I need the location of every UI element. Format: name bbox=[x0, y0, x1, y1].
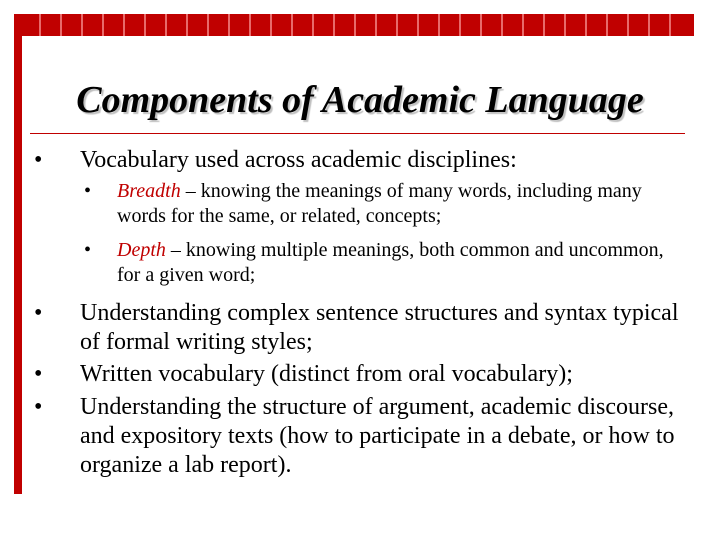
bullet-text: Written vocabulary (distinct from oral vocabulary); bbox=[80, 361, 573, 387]
right-decorative-bar bbox=[688, 14, 694, 36]
sub-bullet-breadth bbox=[84, 179, 677, 229]
bullet-dot: • bbox=[34, 300, 43, 326]
sub-bullet-dot: • bbox=[84, 239, 92, 261]
depth-text: – knowing multiple meanings, both common and uncommon, for a given word; bbox=[117, 239, 664, 286]
bullet-dot: • bbox=[34, 361, 43, 387]
breadth-term: Breadth bbox=[117, 180, 181, 202]
bullet-vocabulary bbox=[34, 146, 690, 175]
sub-bullet-depth bbox=[84, 238, 677, 288]
bullet-text: Understanding the structure of argument, academic discourse, and expository texts (how to participate in a debate, or how to organize a lab report). bbox=[80, 394, 675, 478]
title-divider bbox=[30, 133, 685, 134]
slide-title: Components of Academic Language bbox=[76, 79, 644, 121]
bullet-text: Understanding complex sentence structures and syntax typical of formal writing styles; bbox=[80, 300, 679, 355]
sub-bullet-dot: • bbox=[84, 180, 92, 202]
bullet-dot: • bbox=[34, 147, 43, 173]
bullet-argument-structure bbox=[34, 393, 690, 480]
breadth-text: – knowing the meanings of many words, including many words for the same, or related, concepts; bbox=[117, 180, 642, 227]
top-decorative-bar bbox=[20, 14, 690, 36]
bullet-text: Vocabulary used across academic disciplines: bbox=[80, 147, 517, 173]
bullet-dot: • bbox=[34, 394, 43, 420]
bullet-written-vocabulary bbox=[34, 360, 690, 389]
bullet-sentence-structures bbox=[34, 299, 690, 357]
depth-term: Depth bbox=[117, 239, 166, 261]
